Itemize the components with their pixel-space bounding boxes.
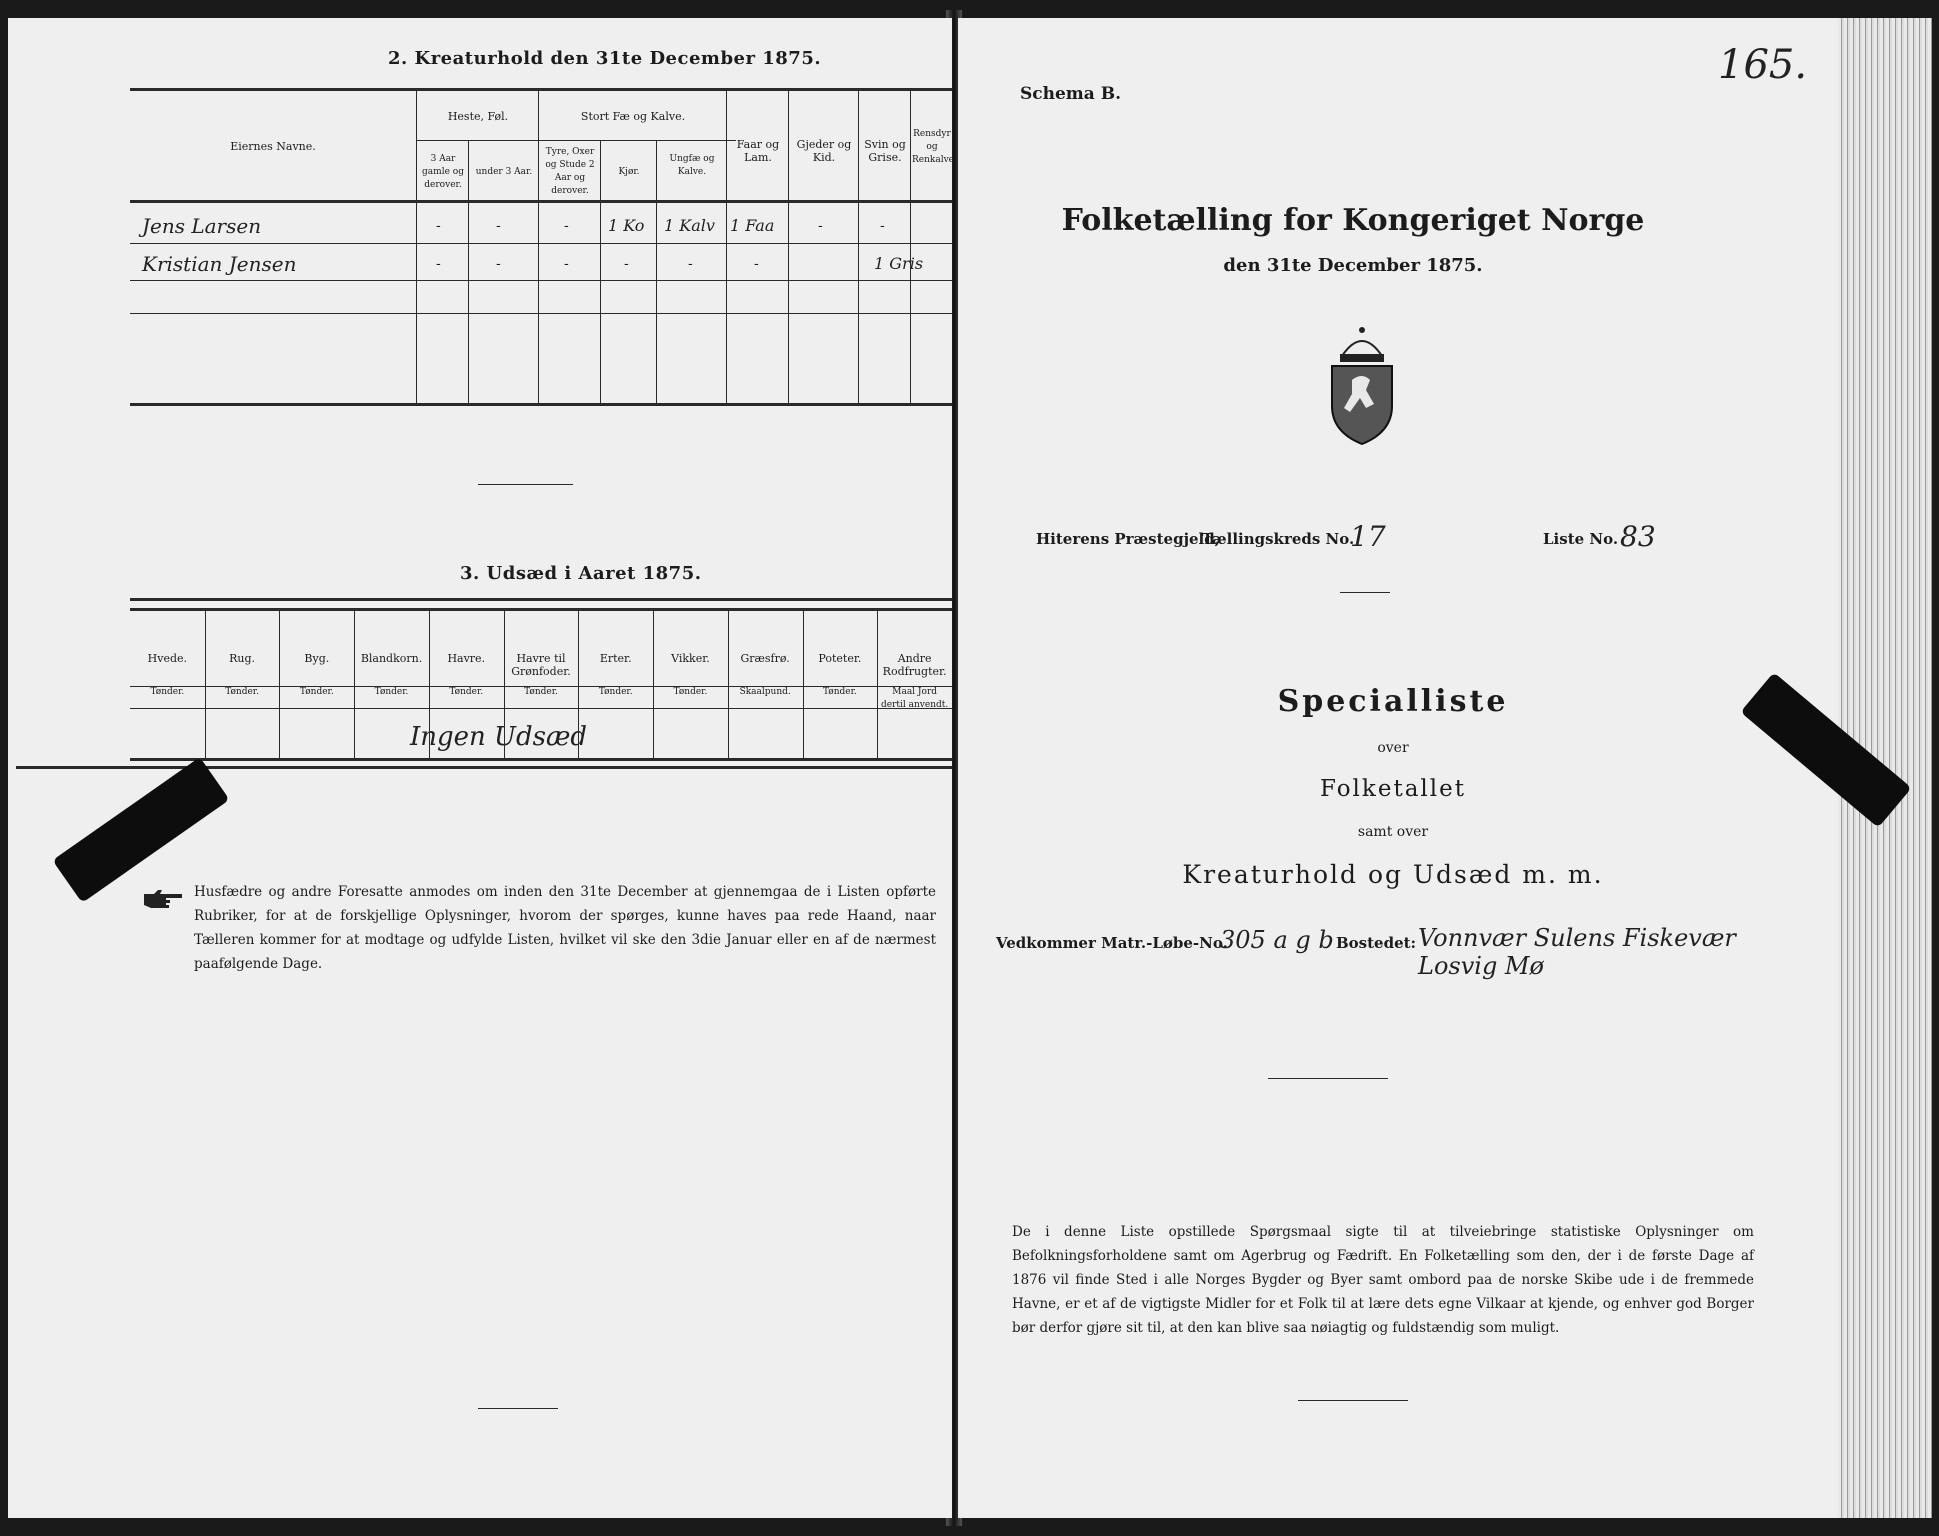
pointing-hand-icon	[142, 888, 186, 910]
seed-col-header: Hvede.	[147, 652, 188, 665]
district-label: Tællingskreds No.	[1202, 530, 1355, 548]
col-header-gjeder: Gjeder og Kid.	[796, 138, 852, 164]
col-header-stort-3: Ungfæ og Kalve.	[669, 154, 715, 177]
separator	[1298, 1400, 1408, 1401]
owner-name: Kristian Jensen	[142, 252, 297, 276]
col-header-rensdyr: Rensdyr og Renkalve.	[912, 129, 957, 165]
cell-value: -	[880, 218, 885, 234]
seed-col-unit: Tønder.	[598, 687, 633, 697]
cell-value: -	[754, 256, 759, 272]
cell-value: 1 Kalv	[664, 216, 715, 235]
cell-value: 1 Gris	[874, 254, 924, 273]
col-header-stort-1: Tyre, Oxer og Stude 2 Aar og derover.	[545, 147, 595, 196]
col-header-heste-2: under 3 Aar.	[475, 167, 533, 177]
cell-value: -	[624, 256, 629, 272]
table-col	[429, 608, 430, 758]
seed-col-unit: Tønder.	[823, 687, 857, 697]
schema-label: Schema B.	[1020, 84, 1122, 104]
table-rule	[130, 200, 952, 203]
specialliste-heading: Specialliste	[1277, 684, 1509, 719]
separator	[478, 484, 573, 485]
cell-value: -	[564, 218, 569, 234]
coat-of-arms-icon	[1322, 318, 1402, 448]
cell-value: -	[564, 256, 569, 272]
cell-value: -	[818, 218, 823, 234]
table-col	[504, 608, 505, 758]
table-col	[653, 608, 654, 758]
table-col	[877, 608, 878, 758]
main-title: Folketælling for Kongeriget Norge	[1061, 203, 1645, 238]
right-page	[958, 18, 1838, 1518]
separator	[478, 1408, 558, 1409]
seed-col-unit: Maal Jord dertil anvendt.	[881, 687, 949, 710]
col-header-svin: Svin og Grise.	[864, 138, 906, 164]
col-header-heste: Heste, Føl.	[447, 110, 509, 123]
table-col	[728, 608, 729, 758]
seed-col-header: Byg.	[304, 652, 330, 665]
bosted-value: Vonnvær Sulens Fiskevær Losvig Mø	[1418, 924, 1736, 980]
section2-title: 2. Kreaturhold den 31te December 1875.	[388, 48, 822, 69]
table-col	[354, 608, 355, 758]
section3-title: 3. Udsæd i Aaret 1875.	[460, 563, 702, 584]
table-rule	[130, 608, 952, 611]
cell-value: -	[688, 256, 693, 272]
seed-col-unit: Tønder.	[150, 687, 185, 697]
table-rule	[130, 403, 952, 406]
col-header-heste-1: 3 Aar gamle og derover.	[422, 154, 464, 190]
seed-col-header: Havre til Grønfoder.	[511, 652, 571, 678]
seed-col-unit: Tønder.	[225, 687, 259, 697]
table-col	[858, 88, 859, 403]
table-col	[205, 608, 206, 758]
col-header-stort-2: Kjør.	[618, 167, 640, 177]
separator	[1268, 1078, 1388, 1079]
cell-value: -	[436, 256, 441, 272]
table-col	[600, 140, 601, 403]
cell-value: -	[496, 218, 501, 234]
table-rule	[130, 243, 952, 244]
seed-col-header: Havre.	[447, 652, 486, 665]
seed-col-unit: Tønder.	[673, 687, 708, 697]
matr-label: Vedkommer Matr.-Løbe-No.	[996, 934, 1228, 952]
owner-name: Jens Larsen	[142, 214, 262, 238]
col-header-owner: Eiernes Navne.	[230, 140, 316, 153]
table-col	[578, 608, 579, 758]
seed-col-header: Erter.	[599, 652, 632, 665]
table-rule	[130, 758, 952, 761]
col-header-faar: Faar og Lam.	[736, 138, 780, 164]
matr-value: 305 a g b	[1220, 926, 1334, 954]
seed-col-header: Vikker.	[671, 652, 710, 665]
table-rule	[130, 313, 952, 314]
district-number: 17	[1350, 520, 1386, 553]
seed-col-header: Rug.	[229, 652, 256, 665]
cell-value: -	[436, 218, 441, 234]
list-number: 83	[1620, 520, 1656, 553]
list-label: Liste No.	[1543, 530, 1619, 548]
table-col	[726, 88, 727, 403]
page-number: 165.	[1718, 42, 1808, 88]
folketallet-heading: Folketallet	[1320, 776, 1466, 802]
cell-value: 1 Ko	[608, 216, 645, 235]
separator	[1340, 592, 1390, 593]
table-rule	[130, 88, 952, 91]
table-col	[416, 88, 417, 403]
table-rule	[416, 140, 736, 141]
left-notice: Husfædre og andre Foresatte anmodes om inden den 31te December at gjennemgaa de i Listen opførte Rubriker, for at de forskjellige Oplysninger, hvorom der spørges, kunne haves paa rede Haand, naar Tælleren kommer for at modtage og udfylde Listen, hvilket vil ske den 3die Januar eller en af de nærmest paafølgende Dage.	[194, 884, 936, 972]
table-col	[788, 88, 789, 403]
seed-col-unit: Tønder.	[449, 687, 484, 697]
table-col	[803, 608, 804, 758]
seed-col-header: Græsfrø.	[740, 652, 790, 665]
col-header-stort: Stort Fæ og Kalve.	[580, 110, 686, 123]
left-page	[8, 18, 957, 1518]
seed-note: Ingen Udsæd	[410, 722, 588, 752]
seed-col-header: Andre Rodfrugter.	[882, 652, 947, 678]
table-rule	[130, 280, 952, 281]
table-col	[468, 140, 469, 403]
table-rule	[130, 598, 952, 601]
table-col	[279, 608, 280, 758]
seed-col-unit: Tønder.	[374, 687, 409, 697]
seed-col-unit: Tønder.	[524, 687, 558, 697]
cell-value: -	[496, 256, 501, 272]
seed-col-unit: Tønder.	[299, 687, 334, 697]
samt-over-label: samt over	[1357, 824, 1429, 840]
seed-col-header: Poteter.	[818, 652, 862, 665]
bosted-label: Bostedet:	[1336, 934, 1417, 952]
cell-value: 1 Faa	[730, 216, 775, 235]
table-col	[910, 88, 911, 403]
table-rule	[130, 708, 952, 709]
over-label: over	[1377, 740, 1409, 756]
seed-col-unit: Skaalpund.	[739, 687, 791, 697]
right-notice: De i denne Liste opstillede Spørgsmaal sigte til at tilveiebringe statistiske Oplysninger om Befolkningsforholdene samt om Agerbrug og Fædrift. En Folketælling som den, der i de første Dage af 1876 vil finde Sted i alle Norges Bygder og Byer samt ombord paa de norske Skibe ude i de fremmede Havne, er et af de vigtigste Midler for et Folk til at lære dets egne Vilkaar at kjende, og enhver god Borger bør derfor gjøre sit til, at den kan blive saa nøiagtig og fuldstændig som muligt.	[1012, 1224, 1754, 1336]
kreaturhold-heading: Kreaturhold og Udsæd m. m.	[1182, 860, 1604, 889]
table-col	[656, 140, 657, 403]
seed-col-header: Blandkorn.	[360, 652, 423, 665]
census-date: den 31te December 1875.	[1223, 255, 1483, 276]
parish-label: Hiterens Præstegjeld,	[1036, 530, 1220, 548]
table-rule	[16, 766, 952, 769]
table-col	[538, 88, 539, 403]
